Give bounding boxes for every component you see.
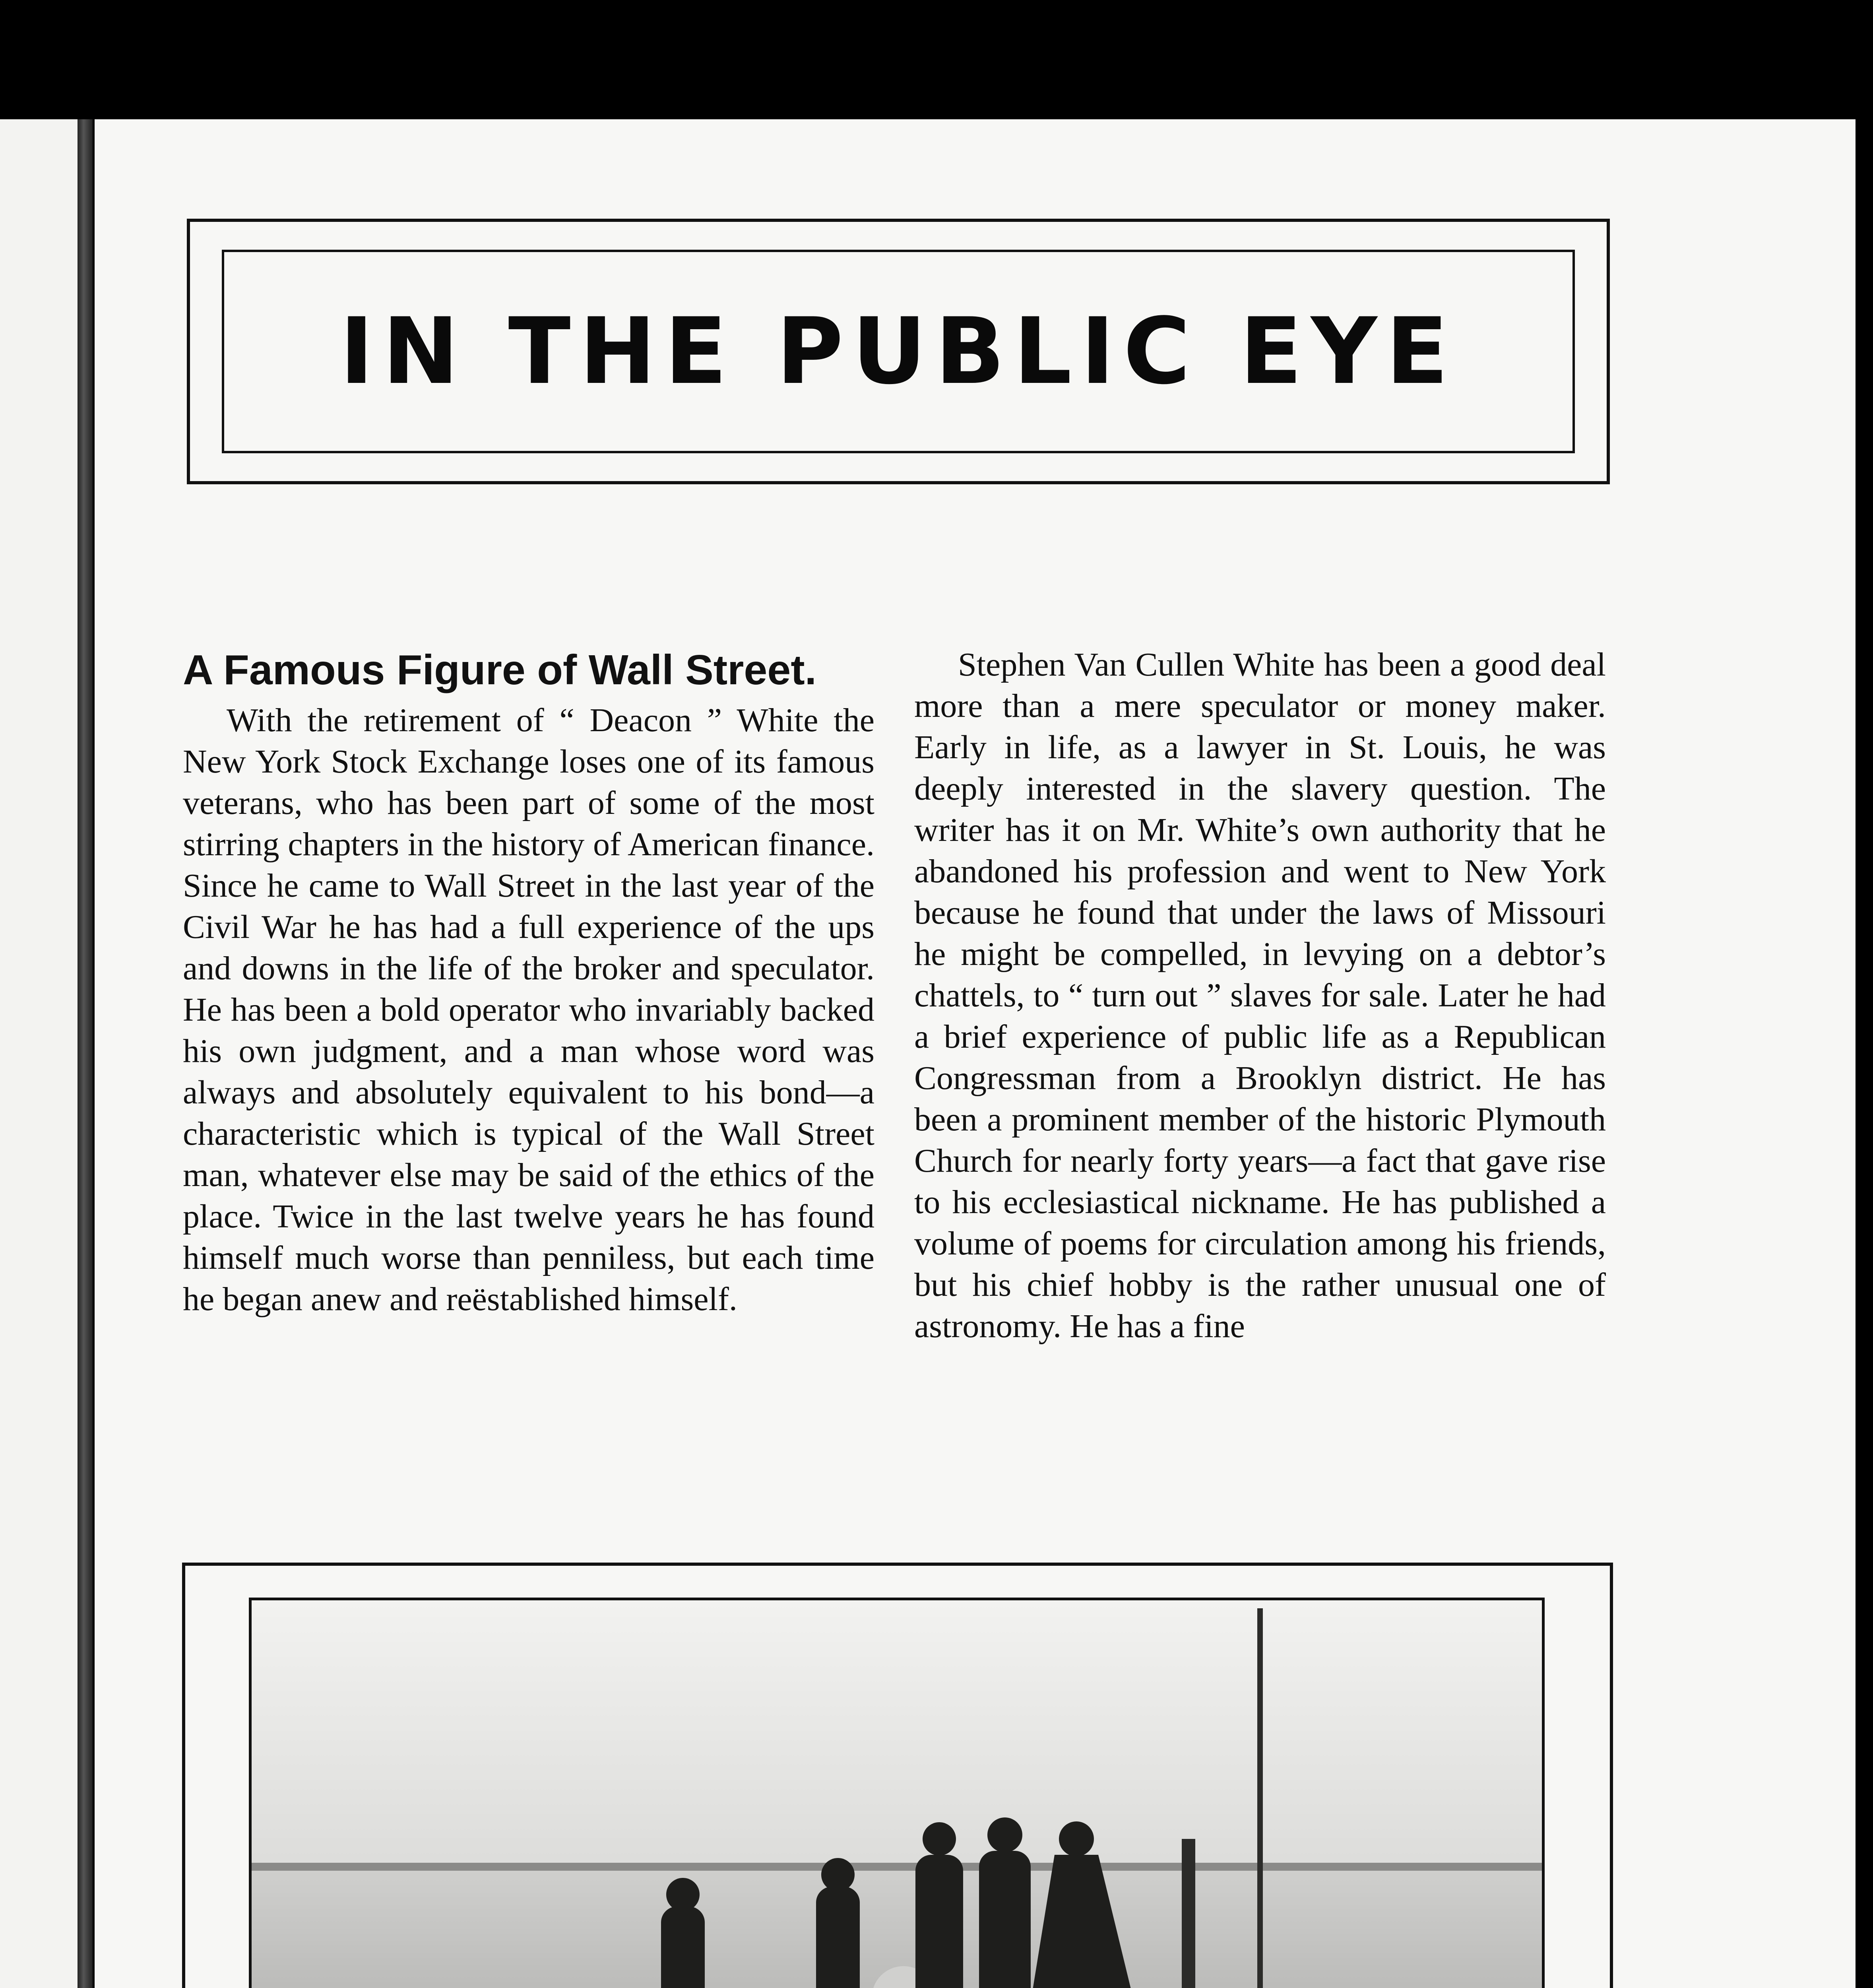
submarine-photo-illustration xyxy=(252,1600,1542,1988)
article-column-left xyxy=(183,644,874,1515)
article-paragraph-left: With the retirement of “ Deacon ” White the New York Stock Exchange loses one of its famous veterans, who has been part of some of the most stirring chapters in the history of American finance. Since he came to Wall Street in the last year of the Civil War he has had a full experience of the ups and downs in the life of the broker and speculator. He has been a bold operator who invariably backed his own judgment, and a man whose word was always and absolutely equivalent to his bond—a characteristic which is typical of the Wall Street man, whatever else may be said of the ethics of the place. Twice in the last twelve years he has found himself much worse than penniless, but each time he began anew and reëstablished himself. xyxy=(183,702,874,1318)
section-title-inner-frame xyxy=(222,250,1575,453)
submarine-photograph xyxy=(249,1598,1545,1988)
horizon-shore xyxy=(252,1863,1542,1872)
article-paragraph-right: Stephen Van Cullen White has been a good deal more than a mere speculator or money maker. Early in life, as a lawyer in St. Louis, he was deeply interested in the slavery question. The writer has it on Mr. White’s own authority that he abandoned his profession and went to New York because he found that under the laws of Missouri he might be compelled, in levying on a debtor’s chattels, to “ turn out ” slaves for sale. Later he had a brief experience of public life as a Republican Congressman from a Brooklyn district. He has been a prominent member of the historic Plymouth Church for nearly forty years—a fact that gave rise to his ecclesiastical nickname. He has published a volume of poems for circulation among his friends, but his chief hobby is the rather unusual one of astronomy. He has a fine xyxy=(914,646,1606,1345)
periscope-post xyxy=(1182,1839,1195,1988)
facing-page-edge xyxy=(0,119,83,1988)
sky xyxy=(252,1600,1542,1871)
book-spine xyxy=(78,119,93,1988)
article-column-right xyxy=(914,644,1606,1515)
section-title-box xyxy=(187,219,1610,484)
section-title: IN THE PUBLIC EYE xyxy=(339,298,1457,405)
photo-frame xyxy=(182,1563,1613,1988)
article-heading: A Famous Figure of Wall Street. xyxy=(183,646,817,693)
mast xyxy=(1257,1608,1263,1988)
